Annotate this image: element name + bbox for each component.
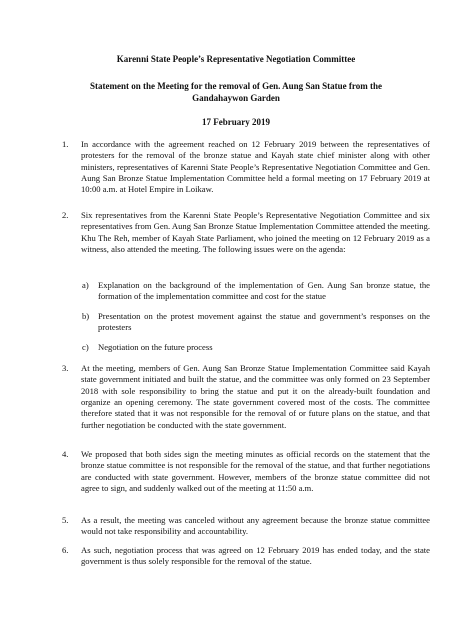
paragraph-text: Six representatives from the Karenni State People’s Representative Negotiation Committee and six representatives from Gen. Aung San Bronze Statue Implementation Committee attended the meeting. Khu The Reh, member of Kayah State Parliament, who joined the meeting on 12 February 2019 as a witness, also attended the meeting. The following issues were on the agenda: — [81, 210, 430, 255]
agenda-item-c — [82, 342, 430, 353]
organization-title: Karenni State People’s Representative Negotiation Committee — [116, 54, 356, 64]
statement-date: 17 February 2019 — [202, 117, 270, 127]
paragraph-text: As a result, the meeting was canceled without any agreement because the bronze statue committee would not take responsibility and accountability. — [81, 515, 430, 537]
paragraph-text: In accordance with the agreement reached on 12 February 2019 between the representatives of protesters for the removal of the bronze statue and Kayah state chief minister along with other ministers, representatives of Karenni State People’s Representative Negotiation Committee and Gen. Aung San Bronze Statue Implementation Committee held a formal meeting on 17 February 2019 at 10:00 a.m. at Hotel Empire in Loikaw. — [81, 139, 430, 195]
paragraph-1 — [62, 139, 430, 196]
paragraph-number: 2. — [62, 210, 69, 220]
paragraph-4 — [62, 449, 430, 494]
paragraph-6 — [62, 545, 430, 568]
agenda-item-a — [82, 280, 430, 303]
paragraph-number: 5. — [62, 515, 69, 525]
agenda-text: Presentation on the protest movement against the statue and government’s responses on the protesters — [98, 311, 430, 333]
agenda-letter: c) — [82, 342, 89, 352]
agenda-text: Negotiation on the future process — [98, 342, 213, 352]
agenda-item-b — [82, 311, 430, 334]
paragraph-text: As such, negotiation process that was agreed on 12 February 2019 has ended today, and the state government is thus solely responsible for the removal of the statue. — [81, 545, 430, 567]
paragraph-text: We proposed that both sides sign the meeting minutes as official records on the statement that the bronze statue committee is not responsible for the removal of the statue, and that further negotiations are conducted with state government. However, members of the bronze statue committee did not agree to sign, and suddenly walked out of the meeting at 11:50 a.m. — [81, 449, 430, 494]
agenda-text: Explanation on the background of the implementation of Gen. Aung San bronze statue, the formation of the implementation committee and cost for the statue — [98, 280, 430, 302]
paragraph-number: 1. — [62, 139, 69, 149]
paragraph-number: 3. — [62, 363, 69, 373]
agenda-letter: b) — [82, 311, 90, 321]
statement-title: Statement on the Meeting for the removal of Gen. Aung San Statue from the Gandahaywon Garden — [90, 81, 382, 103]
paragraph-5 — [62, 515, 430, 538]
paragraph-number: 4. — [62, 449, 69, 459]
paragraph-2 — [62, 210, 430, 255]
paragraph-3 — [62, 363, 430, 431]
paragraph-text: At the meeting, members of Gen. Aung San Bronze Statue Implementation Committee said Kayah state government initiated and built the statue, and the committee was only formed on 23 September 2018 with sole responsibility to bring the statue and put it on the already-built foundation and organize an opening ceremony. The state government covered most of the costs. The committee therefore stated that it was not responsible for the removal of or future plans on the statue, and that further negotiation be conducted with the state government. — [81, 363, 430, 430]
paragraph-number: 6. — [62, 545, 69, 555]
agenda-letter: a) — [82, 280, 89, 290]
